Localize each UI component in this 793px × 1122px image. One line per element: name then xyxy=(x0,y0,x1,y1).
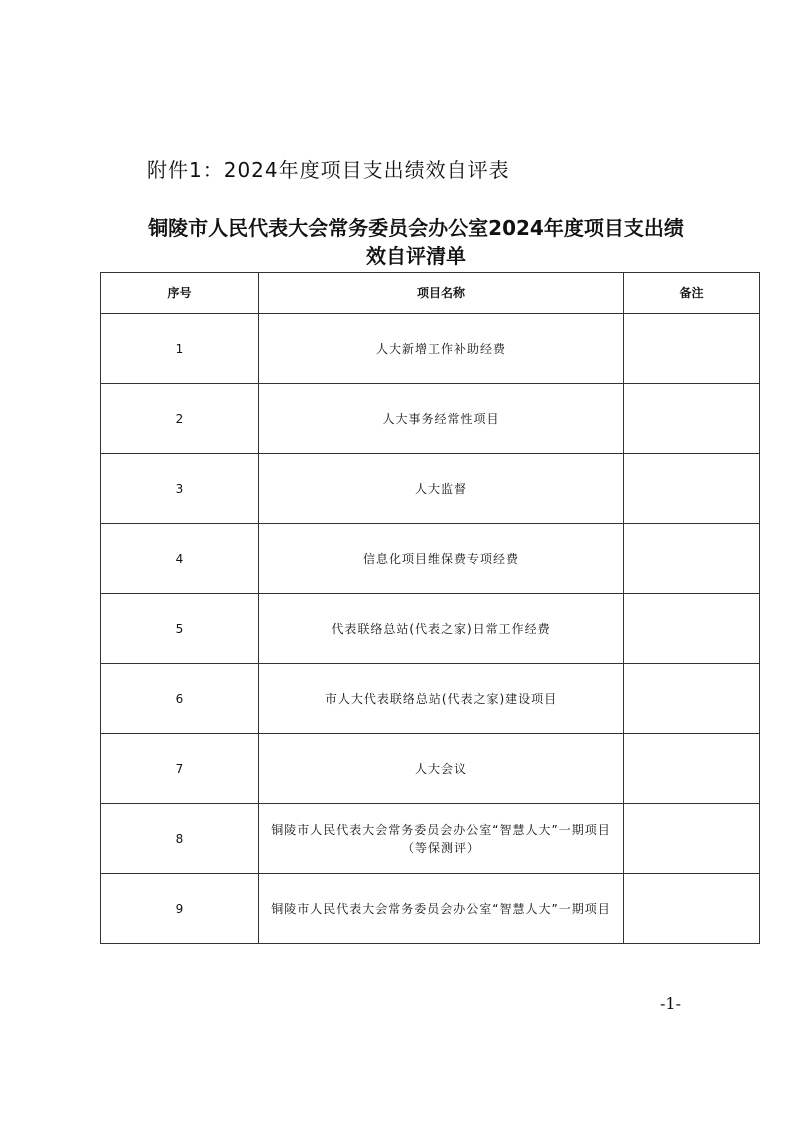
table-row xyxy=(101,664,760,734)
row-remark xyxy=(624,664,760,734)
row-serial: 3 xyxy=(101,454,259,524)
row-remark xyxy=(624,874,760,944)
row-project-name: 人大事务经常性项目 xyxy=(259,384,624,454)
row-project-name: 代表联络总站(代表之家)日常工作经费 xyxy=(259,594,624,664)
table-row xyxy=(101,454,760,524)
row-remark xyxy=(624,454,760,524)
row-serial: 7 xyxy=(101,734,259,804)
column-header-serial: 序号 xyxy=(101,273,259,314)
row-serial: 5 xyxy=(101,594,259,664)
row-serial: 6 xyxy=(101,664,259,734)
row-remark xyxy=(624,384,760,454)
table-header-row xyxy=(101,273,760,314)
table-row xyxy=(101,804,760,874)
table-row xyxy=(101,594,760,664)
table-row xyxy=(101,524,760,594)
row-serial: 4 xyxy=(101,524,259,594)
project-list-table xyxy=(100,272,760,944)
document-title-line-1: 铜陵市人民代表大会常务委员会办公室2024年度项目支出绩 xyxy=(148,216,684,240)
column-header-remark: 备注 xyxy=(624,273,760,314)
document-title-line-2: 效自评清单 xyxy=(366,244,466,268)
table-row xyxy=(101,384,760,454)
row-project-name: 市人大代表联络总站(代表之家)建设项目 xyxy=(259,664,624,734)
row-serial: 9 xyxy=(101,874,259,944)
row-remark xyxy=(624,804,760,874)
row-serial: 8 xyxy=(101,804,259,874)
table-row xyxy=(101,874,760,944)
row-serial: 2 xyxy=(101,384,259,454)
column-header-project-name: 项目名称 xyxy=(259,273,624,314)
row-project-name: 人大新增工作补助经费 xyxy=(259,314,624,384)
row-project-name: 铜陵市人民代表大会常务委员会办公室“智慧人大”一期项目（等保测评） xyxy=(259,804,624,874)
row-project-name: 铜陵市人民代表大会常务委员会办公室“智慧人大”一期项目 xyxy=(259,874,624,944)
row-project-name: 信息化项目维保费专项经费 xyxy=(259,524,624,594)
attachment-label: 附件1：2024年度项目支出绩效自评表 xyxy=(147,158,510,182)
row-project-name: 人大监督 xyxy=(259,454,624,524)
row-serial: 1 xyxy=(101,314,259,384)
row-remark xyxy=(624,594,760,664)
table-row xyxy=(101,734,760,804)
page-number: -1- xyxy=(660,994,681,1013)
table-row xyxy=(101,314,760,384)
row-remark xyxy=(624,314,760,384)
row-remark xyxy=(624,734,760,804)
row-project-name: 人大会议 xyxy=(259,734,624,804)
row-remark xyxy=(624,524,760,594)
